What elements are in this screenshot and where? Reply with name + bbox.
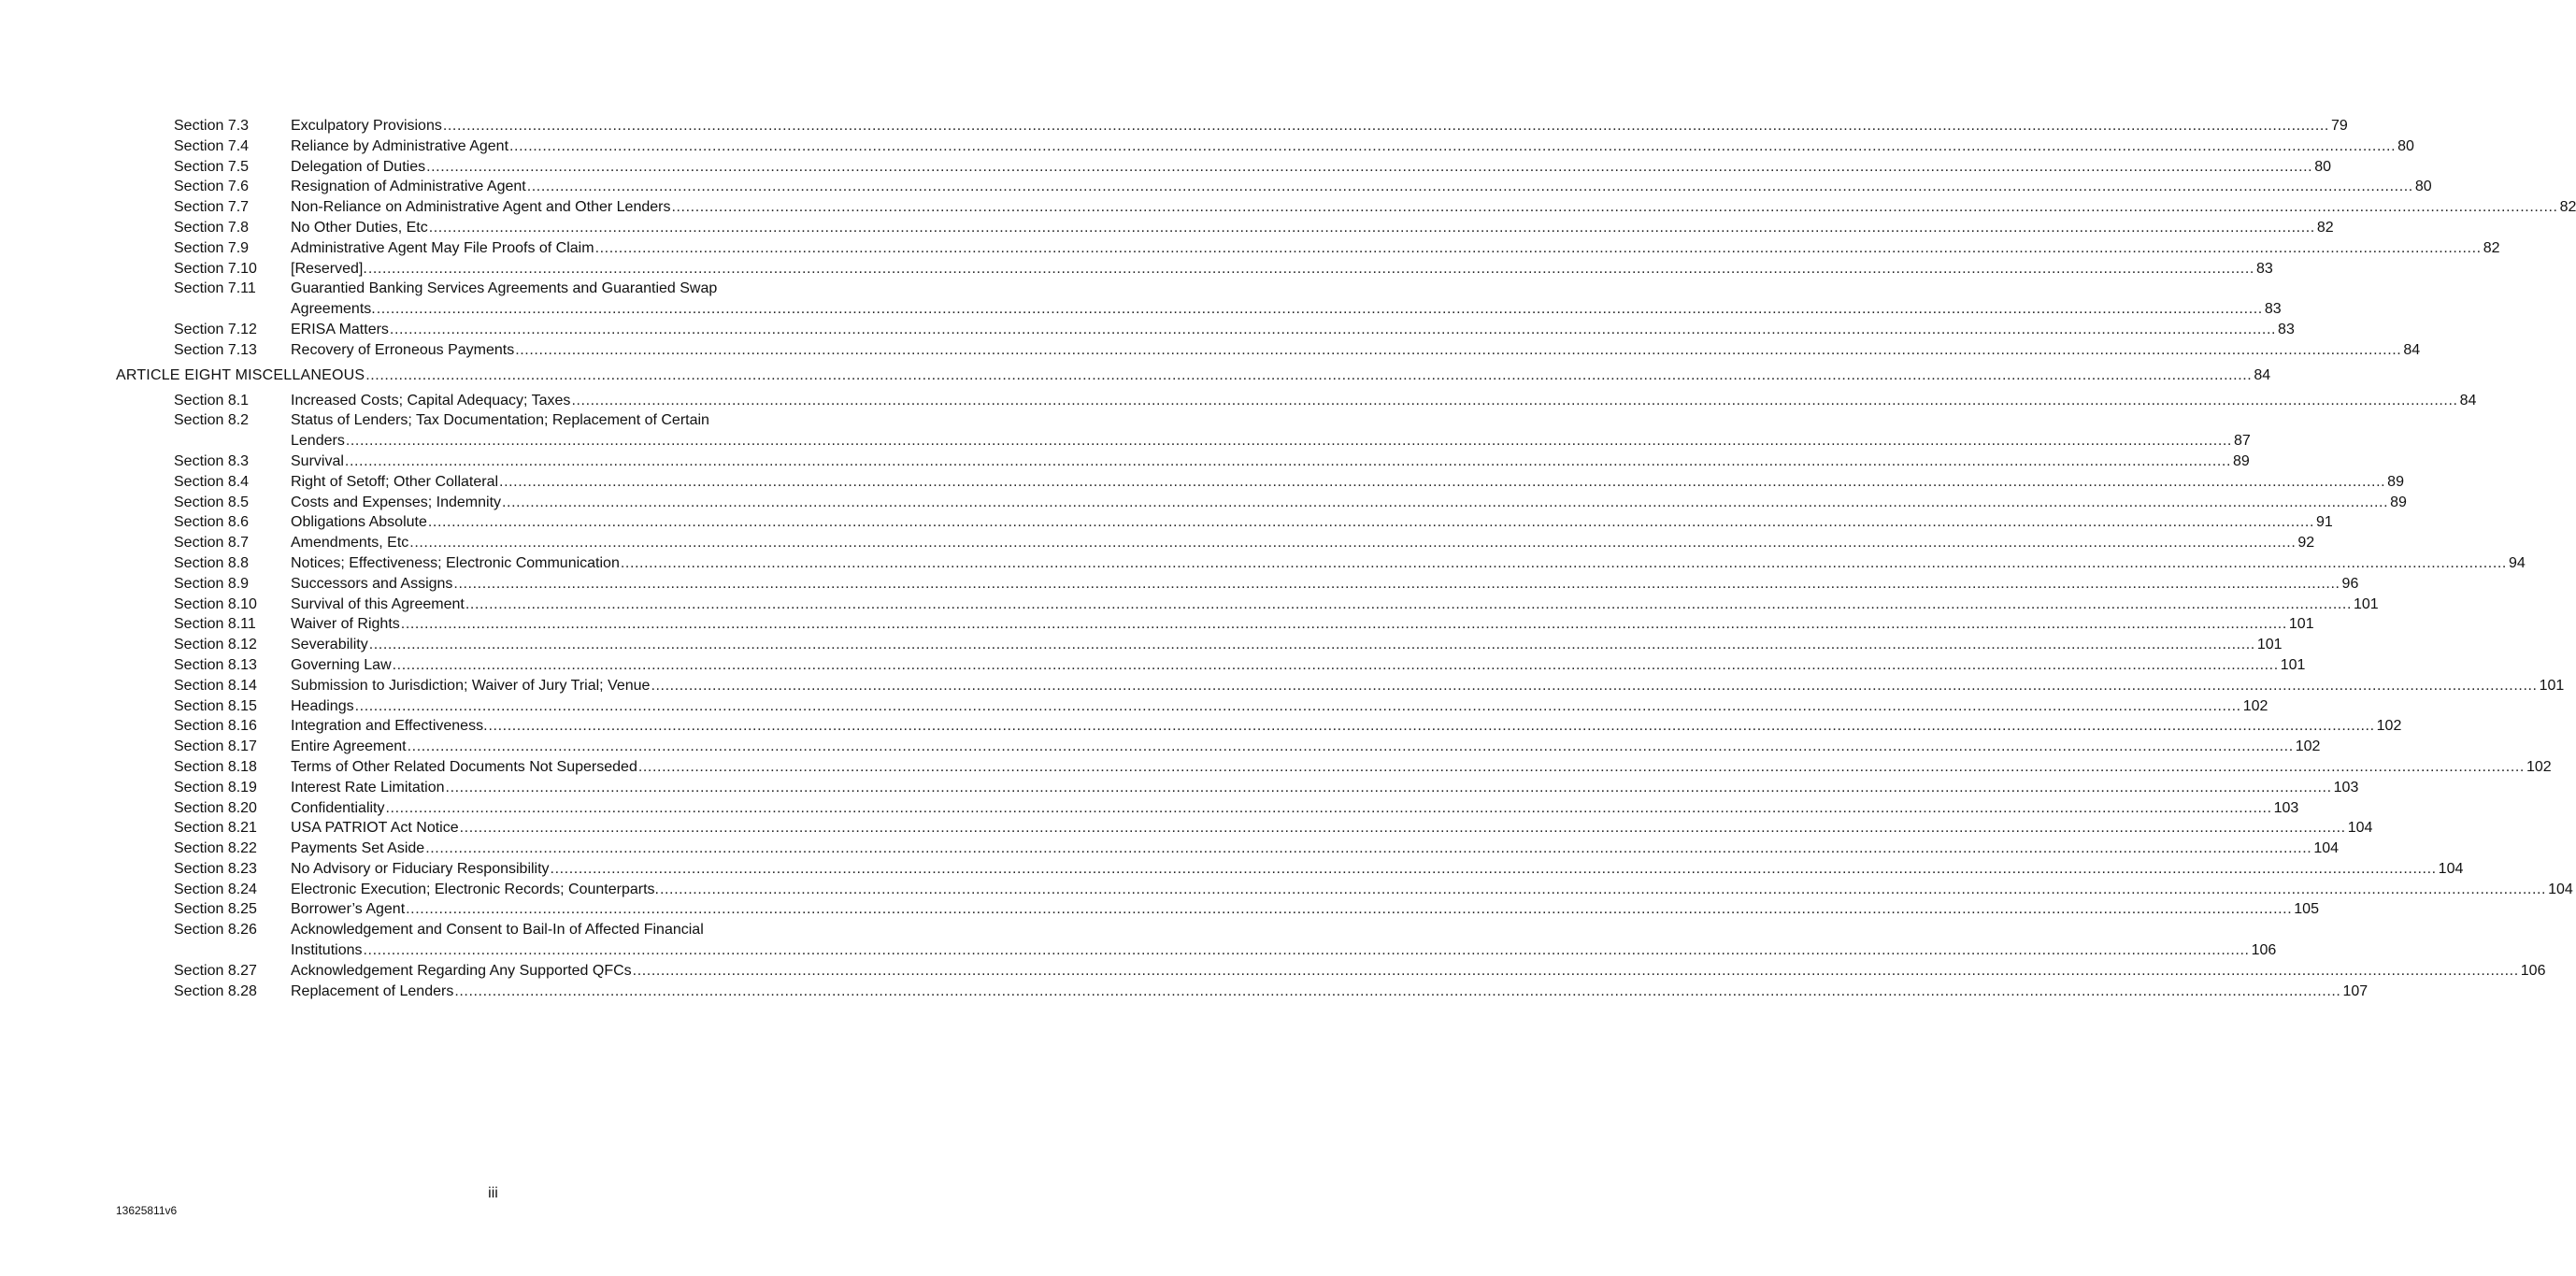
toc-entry[interactable] [0,177,2432,197]
toc-section-number: Section 8.21 [174,820,257,837]
toc-entry[interactable] [0,116,2348,136]
toc-section-number: Section 8.18 [174,758,257,775]
dot-leader: ................................................................................................................................................................................................................................................................................................................................................................................................................ [659,881,2547,897]
dot-leader: ................................................................................................................................................................................................................................................................................................................................................................................................................ [454,982,2341,999]
toc-entry-title[interactable]: Replacement of Lenders [291,982,454,1002]
toc-entry[interactable] [0,259,2273,280]
toc-entry-title[interactable]: Successors and Assigns [291,574,453,595]
toc-entry-title[interactable]: No Other Duties, Etc [291,218,429,238]
dot-leader: ................................................................................................................................................................................................................................................................................................................................................................................................................ [502,494,2389,510]
toc-entry[interactable] [0,920,986,940]
toc-page-number[interactable]: 107 [2342,982,2368,999]
toc-entry-continuation[interactable] [0,431,2251,452]
toc-page-number[interactable]: 104 [2347,820,2373,837]
dot-leader: ................................................................................................................................................................................................................................................................................................................................................................................................................ [376,301,2263,318]
toc-entry[interactable] [0,655,2306,676]
toc-page-number[interactable]: 102 [2242,697,2268,714]
toc-page-number[interactable]: 89 [2233,452,2250,469]
toc-entry[interactable] [0,676,2565,696]
toc-entry[interactable] [0,320,2295,340]
toc-entry-title[interactable]: Borrower’s Agent [291,899,406,920]
dot-leader: ................................................................................................................................................................................................................................................................................................................................................................................................................ [550,860,2437,877]
dot-leader: ................................................................................................................................................................................................................................................................................................................................................................................................................ [637,758,2525,775]
toc-section-number: Section 7.9 [174,239,250,256]
toc-page-number[interactable]: 80 [2314,158,2332,175]
toc-page-number[interactable]: 84 [2459,392,2477,409]
toc-entry-title[interactable]: Recovery of Erroneous Payments [291,340,515,361]
dot-leader: ................................................................................................................................................................................................................................................................................................................................................................................................................ [515,341,2402,358]
toc-entry[interactable] [0,279,986,299]
toc-page-number[interactable]: 92 [2297,535,2315,552]
toc-entry-title[interactable]: Interest Rate Limitation [291,778,446,798]
toc-entry[interactable] [0,961,2546,982]
toc-entry[interactable] [0,614,2314,635]
toc-entry-title[interactable]: Status of Lenders; Tax Documentation; Replacement of Certain [291,412,709,429]
toc-entry[interactable] [0,716,2402,737]
toc-entry-title[interactable]: Notices; Effectiveness; Electronic Communication [291,553,621,574]
toc-page-number[interactable]: 84 [2254,366,2271,383]
toc-leader-line [291,512,2333,533]
dot-leader: ................................................................................................................................................................................................................................................................................................................................................................................................................ [459,820,2346,837]
dot-leader: ................................................................................................................................................................................................................................................................................................................................................................................................................ [426,158,2313,175]
toc-section-number: Section 7.5 [174,158,250,175]
toc-leader-line [291,493,2407,513]
dot-leader: ................................................................................................................................................................................................................................................................................................................................................................................................................ [392,656,2279,673]
toc-entry-continuation[interactable] [0,940,2277,961]
toc-entry-title[interactable]: Institutions [291,940,363,961]
toc-entry[interactable] [0,340,2421,361]
toc-page-number[interactable]: 96 [2341,575,2359,592]
toc-entry-title[interactable]: Confidentiality [291,798,386,819]
toc-section-number: Section 8.5 [174,494,250,510]
toc-page-number[interactable]: 82 [2316,219,2334,236]
toc-page-number[interactable]: 84 [2403,341,2421,358]
toc-page-number[interactable]: 82 [2483,239,2500,256]
toc-entry-title[interactable]: Right of Setoff; Other Collateral [291,472,499,493]
toc-section-number: Section 8.19 [174,779,257,796]
toc-entry[interactable] [0,737,2321,757]
toc-section-number: Section 7.8 [174,219,250,236]
dot-leader: ................................................................................................................................................................................................................................................................................................................................................................................................................ [651,677,2538,694]
document-id: 13625811v6 [116,1204,178,1217]
dot-leader: ................................................................................................................................................................................................................................................................................................................................................................................................................ [465,595,2352,612]
toc-entry-title[interactable]: Terms of Other Related Documents Not Superseded [291,757,638,778]
toc-leader-line [116,361,2271,391]
toc-section-number: Section 8.1 [174,392,250,409]
toc-leader-line [291,961,2546,982]
toc-page-number[interactable]: 94 [2508,554,2526,571]
toc-page-number[interactable]: 105 [2294,901,2319,918]
dot-leader: ................................................................................................................................................................................................................................................................................................................................................................................................................ [400,616,2287,633]
toc-section-number: Section 7.13 [174,341,257,358]
toc-section-number: Section 8.4 [174,473,250,490]
toc-entry[interactable] [0,778,2359,798]
toc-entry[interactable] [0,859,2464,880]
toc-leader-line [291,635,2283,655]
toc-entry-title[interactable]: Resignation of Administrative Agent [291,177,527,197]
dot-leader: ................................................................................................................................................................................................................................................................................................................................................................................................................ [407,738,2294,755]
dot-leader: ................................................................................................................................................................................................................................................................................................................................................................................................................ [385,799,2272,816]
toc-page-number[interactable]: 87 [2233,433,2251,450]
toc-page-number[interactable]: 80 [2397,137,2414,154]
toc-leader-line [291,982,2368,1002]
toc-page-number[interactable]: 101 [2256,637,2283,653]
dot-leader: ................................................................................................................................................................................................................................................................................................................................................................................................................ [389,321,2277,337]
toc-page-number[interactable]: 102 [2526,758,2552,775]
toc-entry[interactable] [0,533,2315,553]
toc-leader-line [291,940,2277,961]
toc-entry-title[interactable]: [Reserved]. [291,259,368,280]
toc-entry-title[interactable]: Severability [291,635,369,655]
toc-page-number[interactable]: 101 [2280,656,2306,673]
toc-entry[interactable] [0,798,2299,819]
toc-leader-line [291,655,2306,676]
toc-entry[interactable] [0,574,2359,595]
toc-leader-line [291,818,2373,839]
toc-entry[interactable] [0,512,2333,533]
toc-entry-title[interactable]: Amendments, Etc [291,533,409,553]
toc-entry-title[interactable]: Integration and Effectiveness. [291,716,489,737]
toc-entry-title[interactable]: Acknowledgement Regarding Any Supported QFCs [291,961,633,982]
dot-leader: ................................................................................................................................................................................................................................................................................................................................................................................................................ [409,535,2297,552]
toc-leader-line [291,259,2273,280]
dot-leader: ................................................................................................................................................................................................................................................................................................................................................................................................................ [345,433,2232,450]
toc-leader-line [291,177,2432,197]
toc-page-number[interactable]: 91 [2316,514,2333,531]
toc-page-number[interactable]: 104 [2313,840,2340,857]
toc-page-number[interactable]: 103 [2333,779,2359,796]
toc-section-number: Section 8.16 [174,718,257,735]
toc-leader-line [291,391,2477,411]
toc-entry-title[interactable]: Survival of this Agreement [291,595,465,615]
toc-entry-title[interactable]: ERISA Matters [291,320,390,340]
dot-leader: ................................................................................................................................................................................................................................................................................................................................................................................................................ [344,452,2232,469]
dot-leader: ................................................................................................................................................................................................................................................................................................................................................................................................................ [509,137,2397,154]
dot-leader: ................................................................................................................................................................................................................................................................................................................................................................................................................ [526,179,2413,195]
dot-leader: ................................................................................................................................................................................................................................................................................................................................................................................................................ [367,260,2254,277]
toc-page-number[interactable]: 101 [2354,595,2379,612]
dot-leader: ................................................................................................................................................................................................................................................................................................................................................................................................................ [442,118,2329,134]
toc-entry-title[interactable]: USA PATRIOT Act Notice [291,818,460,839]
toc-section-number: Section 7.12 [174,321,257,337]
toc-leader-line [291,472,2404,493]
toc-entry-title[interactable]: Electronic Execution; Electronic Records; Counterparts. [291,880,660,900]
toc-article-heading[interactable] [0,361,2271,391]
toc-leader-line [291,431,2251,452]
toc-entry-title[interactable]: Entire Agreement [291,737,408,757]
toc-entry-title[interactable]: Waiver of Rights [291,614,401,635]
toc-section-number: Section 8.14 [174,677,257,694]
toc-leader-line [291,757,2552,778]
toc-section-number: Section 8.26 [174,922,257,939]
toc-entry[interactable] [0,635,2283,655]
toc-page-number[interactable]: 89 [2387,473,2404,490]
toc-section-number: Section 7.3 [174,118,250,134]
dot-leader: ................................................................................................................................................................................................................................................................................................................................................................................................................ [632,962,2519,979]
toc-page-number[interactable]: 102 [2295,738,2321,755]
toc-section-number: Section 8.25 [174,901,257,918]
toc-entry-title[interactable]: Obligations Absolute [291,512,428,533]
toc-section-number: Section 8.3 [174,452,250,469]
toc-page-number[interactable]: 103 [2273,799,2299,816]
toc-entry[interactable] [0,391,2477,411]
toc-leader-line [291,157,2332,178]
toc-leader-line [291,238,2500,259]
toc-entry[interactable] [0,238,2500,259]
toc-entry-title[interactable]: Non-Reliance on Administrative Agent and Other Lenders [291,197,671,218]
page-number: iii [488,1185,498,1201]
toc-leader-line [291,716,2402,737]
toc-leader-line [291,218,2334,238]
toc-entry-title[interactable]: Reliance by Administrative Agent [291,136,509,157]
toc-section-number: Section 8.17 [174,738,257,755]
toc-entry-continuation[interactable] [0,299,2282,320]
toc-page-number[interactable]: 82 [2559,199,2576,216]
toc-leader-line [291,320,2295,340]
toc-entry[interactable] [0,839,2340,859]
toc-entry[interactable] [0,493,2407,513]
toc-section-number: Section 8.6 [174,514,250,531]
toc-leader-line [291,116,2348,136]
toc-page-number[interactable]: 83 [2255,260,2273,277]
dot-leader: ................................................................................................................................................................................................................................................................................................................................................................................................................ [620,554,2507,571]
toc-page-number[interactable]: 80 [2414,179,2432,195]
toc-leader-line [291,696,2268,717]
toc-leader-line [291,553,2526,574]
toc-entry-title[interactable]: Exculpatory Provisions [291,116,443,136]
toc-leader-line [291,299,2282,320]
toc-entry-title[interactable]: Delegation of Duties [291,157,426,178]
toc-entry[interactable] [0,880,2573,900]
dot-leader: ................................................................................................................................................................................................................................................................................................................................................................................................................ [499,473,2386,490]
toc-page-number[interactable]: 101 [2288,616,2314,633]
toc-entry[interactable] [0,982,2368,1002]
dot-leader: ................................................................................................................................................................................................................................................................................................................................................................................................................ [365,366,2253,383]
toc-leader-line [291,136,2414,157]
toc-page-number[interactable]: 83 [2264,301,2282,318]
toc-leader-line [291,839,2340,859]
dot-leader: ................................................................................................................................................................................................................................................................................................................................................................................................................ [445,779,2332,796]
toc-page-number[interactable]: 104 [2548,881,2573,897]
toc-section-number: Section 8.23 [174,860,257,877]
dot-leader: ................................................................................................................................................................................................................................................................................................................................................................................................................ [363,942,2250,959]
dot-leader: ................................................................................................................................................................................................................................................................................................................................................................................................................ [425,840,2312,857]
toc-section-number: Section 7.7 [174,199,250,216]
toc-section-number: Section 8.11 [174,616,256,633]
table-of-contents [0,116,2576,1001]
dot-leader: ................................................................................................................................................................................................................................................................................................................................................................................................................ [354,697,2241,714]
toc-leader-line [291,676,2565,696]
toc-entry[interactable] [0,472,2404,493]
toc-entry-title[interactable]: Payments Set Aside [291,839,425,859]
toc-leader-line [291,197,2576,218]
toc-section-number: Section 7.6 [174,179,250,195]
toc-leader-line [291,899,2319,920]
dot-leader: ................................................................................................................................................................................................................................................................................................................................................................................................................ [453,575,2340,592]
toc-entry-title[interactable]: Increased Costs; Capital Adequacy; Taxes [291,391,571,411]
toc-leader-line [291,574,2359,595]
toc-entry[interactable] [0,595,2379,615]
toc-page-number[interactable]: 104 [2438,860,2464,877]
toc-entry[interactable] [0,757,2552,778]
toc-page-number[interactable]: 79 [2330,118,2348,134]
toc-section-number: Section 7.4 [174,137,250,154]
toc-section-number: Section 8.22 [174,840,257,857]
toc-entry[interactable] [0,452,2250,472]
toc-leader-line [291,595,2379,615]
toc-entry-title[interactable]: Administrative Agent May File Proofs of Claim [291,238,595,259]
dot-leader: ................................................................................................................................................................................................................................................................................................................................................................................................................ [428,219,2315,236]
dot-leader: ................................................................................................................................................................................................................................................................................................................................................................................................................ [427,514,2314,531]
toc-section-number: Section 8.2 [174,412,250,429]
toc-section-number: Section 8.10 [174,595,257,612]
toc-entry[interactable] [0,410,986,431]
toc-entry-title[interactable]: Lenders [291,431,346,452]
dot-leader: ................................................................................................................................................................................................................................................................................................................................................................................................................ [488,718,2375,735]
dot-leader: ................................................................................................................................................................................................................................................................................................................................................................................................................ [406,901,2293,918]
toc-entry-title[interactable]: Guarantied Banking Services Agreements and Guarantied Swap [291,280,718,297]
dot-leader: ................................................................................................................................................................................................................................................................................................................................................................................................................ [571,392,2458,409]
toc-entry-title[interactable]: Headings [291,696,355,717]
toc-section-number: Section 8.20 [174,799,257,816]
toc-page-number[interactable]: 101 [2539,677,2565,694]
toc-entry-title[interactable]: No Advisory or Fiduciary Responsibility [291,859,551,880]
toc-leader-line [291,614,2314,635]
dot-leader: ................................................................................................................................................................................................................................................................................................................................................................................................................ [671,199,2558,216]
toc-entry[interactable] [0,818,2373,839]
toc-section-number: Section 8.13 [174,656,257,673]
toc-leader-line [291,452,2250,472]
toc-leader-line [291,798,2299,819]
toc-section-number: Section 8.15 [174,697,257,714]
toc-leader-line [291,737,2321,757]
toc-leader-line [291,533,2315,553]
toc-leader-line [291,340,2421,361]
toc-leader-line [291,880,2573,900]
toc-section-number: Section 7.11 [174,280,256,297]
toc-page-number[interactable]: 106 [2251,942,2277,959]
toc-section-number: Section 8.24 [174,881,257,897]
toc-entry[interactable] [0,899,2319,920]
toc-section-number: Section 8.8 [174,554,250,571]
toc-leader-line [291,778,2359,798]
toc-section-number: Section 7.10 [174,260,257,277]
toc-entry[interactable] [0,157,2332,178]
toc-section-number: Section 8.28 [174,982,257,999]
dot-leader: ................................................................................................................................................................................................................................................................................................................................................................................................................ [594,239,2482,256]
toc-entry-title[interactable]: Survival [291,452,345,472]
toc-section-number: Section 8.27 [174,962,257,979]
toc-entry-title[interactable]: Agreements. [291,299,377,320]
toc-page-number[interactable]: 106 [2520,962,2546,979]
toc-entry-title[interactable]: Governing Law [291,655,393,676]
toc-section-number: Section 8.7 [174,535,250,552]
toc-entry[interactable] [0,218,2334,238]
toc-page-number[interactable]: 89 [2390,494,2407,510]
toc-page-number[interactable]: 83 [2278,321,2295,337]
toc-entry-title[interactable]: Costs and Expenses; Indemnity [291,493,502,513]
toc-entry[interactable] [0,197,2576,218]
toc-entry-title[interactable]: Acknowledgement and Consent to Bail-In of Affected Financial [291,922,704,939]
toc-entry-title[interactable]: ARTICLE EIGHT MISCELLANEOUS [116,361,365,391]
toc-leader-line [291,859,2464,880]
toc-section-number: Section 8.9 [174,575,250,592]
toc-section-number: Section 8.12 [174,637,257,653]
toc-page-number[interactable]: 102 [2376,718,2402,735]
toc-entry[interactable] [0,553,2526,574]
dot-leader: ................................................................................................................................................................................................................................................................................................................................................................................................................ [368,637,2255,653]
toc-entry-title[interactable]: Submission to Jurisdiction; Waiver of Jury Trial; Venue [291,676,651,696]
toc-entry[interactable] [0,136,2414,157]
toc-entry[interactable] [0,696,2268,717]
